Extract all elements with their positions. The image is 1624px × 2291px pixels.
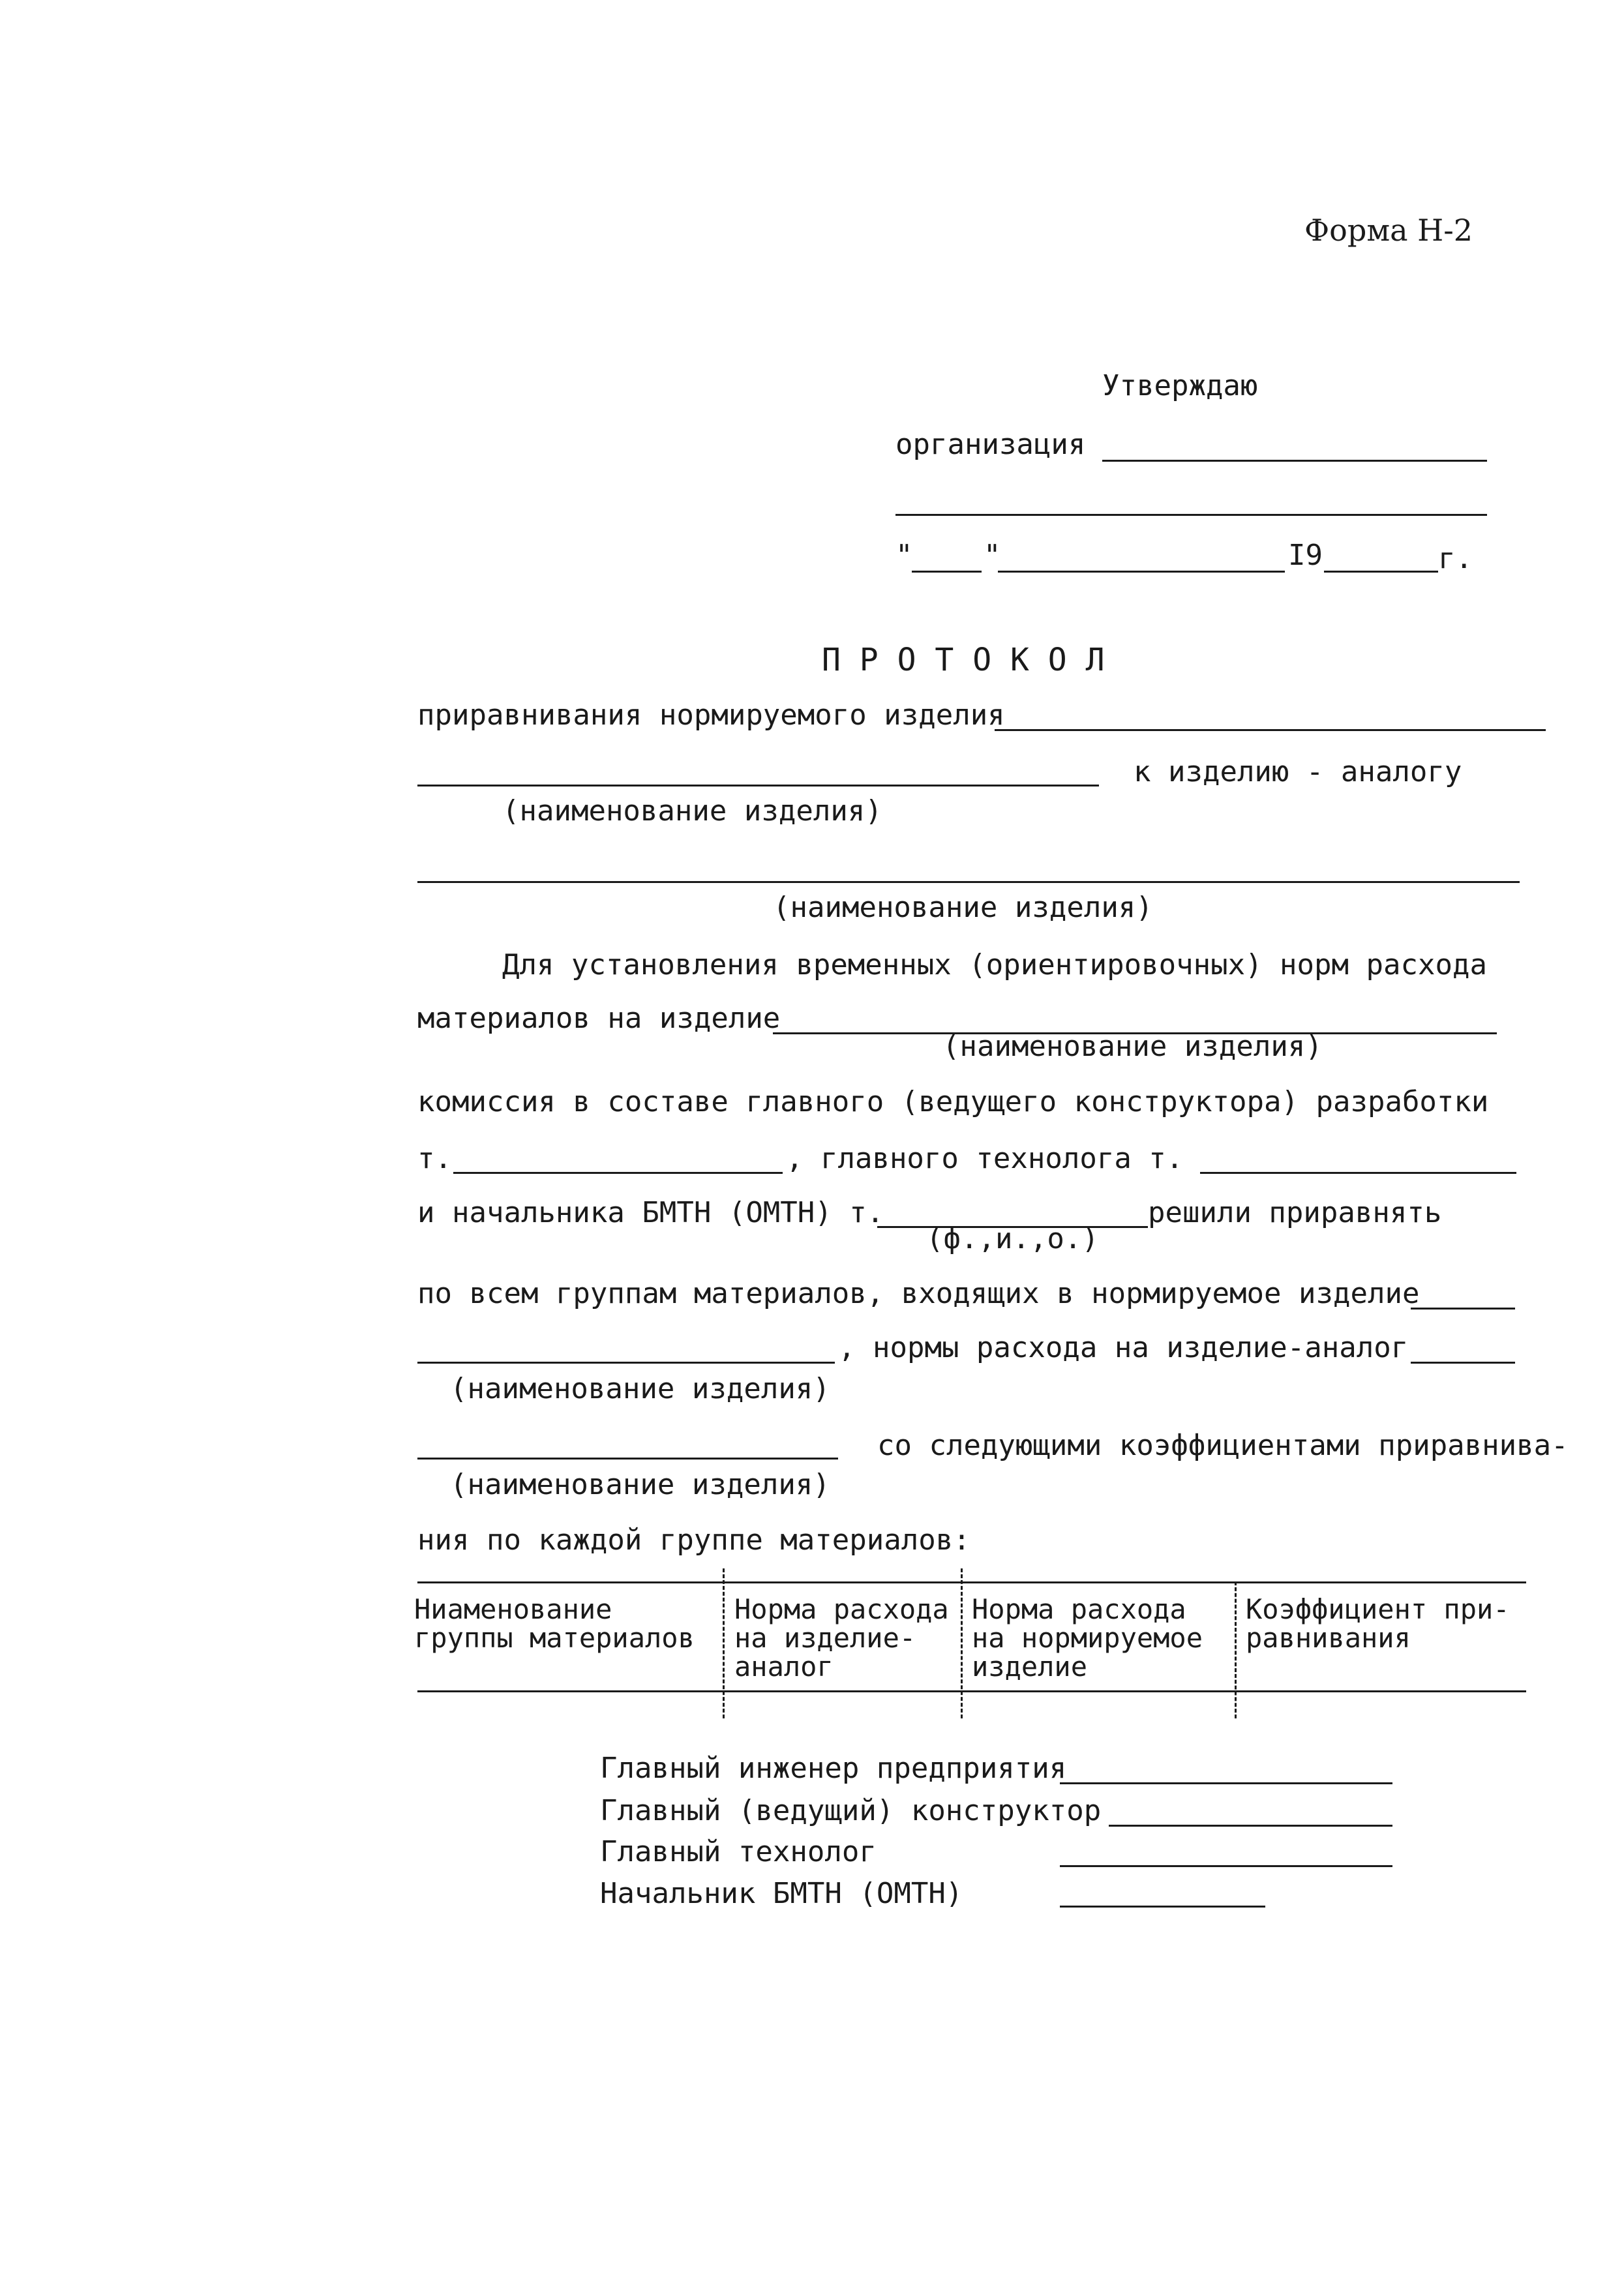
body-line-2-right: к изделию - аналогу xyxy=(1134,755,1462,788)
caption-product-name-4: (наименование изделия) xyxy=(450,1372,830,1405)
product-name-line-2[interactable] xyxy=(417,785,1099,786)
table-column-separator xyxy=(1235,1581,1237,1718)
table-header-group: Ниаменование группы материалов xyxy=(414,1593,695,1654)
organization-line-2[interactable] xyxy=(895,514,1487,516)
normed-product-line-2[interactable] xyxy=(417,1362,835,1364)
date-year-prefix: I9 xyxy=(1288,539,1323,572)
technologist-label: , главного технолога т. xyxy=(786,1142,1184,1175)
form-label: Форма Н-2 xyxy=(1304,213,1473,248)
normed-product-line[interactable] xyxy=(1411,1308,1515,1310)
table-header-analog-norm: Норма расхода на изделие- аналог xyxy=(734,1593,949,1683)
analog-product-line-2[interactable] xyxy=(417,1458,838,1460)
page-title: П Р О Т О К О Л xyxy=(822,642,1105,678)
date-year-line[interactable] xyxy=(1324,571,1438,573)
fio-caption: (ф.,и.,о.) xyxy=(926,1222,1099,1255)
signature-designer-label: Главный (ведущий) конструктор xyxy=(600,1794,1102,1827)
product-name-line-1[interactable] xyxy=(995,729,1546,731)
date-day-line[interactable] xyxy=(912,571,982,573)
signature-technologist-label: Главный технолог xyxy=(600,1835,877,1868)
signature-chief-engineer-line[interactable] xyxy=(1060,1782,1392,1784)
groups-line: по всем группам материалов, входящих в нормируемое изделие xyxy=(417,1277,1420,1310)
commission-line: комиссия в составе главного (ведущего конструктора) разработки xyxy=(417,1085,1489,1118)
date-quote-close: " xyxy=(984,539,1001,572)
caption-product-name-3: (наименование изделия) xyxy=(942,1030,1323,1063)
chief-label: и начальника БМТН (ОМТН) т. xyxy=(417,1196,884,1229)
signature-chief-bmtn-label: Начальник БМТН (ОМТН) xyxy=(600,1877,963,1910)
signature-chief-engineer-label: Главный инженер предприятия xyxy=(600,1752,1067,1785)
caption-product-name-2: (наименование изделия) xyxy=(773,891,1153,924)
caption-product-name-5: (наименование изделия) xyxy=(450,1468,830,1501)
technologist-name-line[interactable] xyxy=(1200,1172,1516,1174)
analog-name-line[interactable] xyxy=(417,881,1520,883)
organization-label: организация xyxy=(895,428,1086,461)
paragraph-intro: Для установления временных (ориентировочных) норм расхода xyxy=(502,948,1487,981)
table-top-border xyxy=(417,1581,1526,1583)
organization-line[interactable] xyxy=(1102,460,1487,462)
signature-chief-bmtn-line[interactable] xyxy=(1060,1906,1265,1908)
materials-label: материалов на изделие xyxy=(417,1002,781,1035)
table-column-separator xyxy=(961,1568,963,1718)
coefficients-line: со следующими коэффициентами приравнива- xyxy=(877,1429,1569,1462)
date-month-line[interactable] xyxy=(998,571,1285,573)
decided-label: решили приравнять xyxy=(1148,1196,1442,1229)
table-header-normed-norm: Норма расхода на нормируемое изделие xyxy=(972,1593,1203,1683)
norms-line: , нормы расхода на изделие-аналог xyxy=(838,1331,1409,1364)
date-year-suffix: г. xyxy=(1438,542,1473,575)
signature-technologist-line[interactable] xyxy=(1060,1865,1392,1867)
body-line-1: приравнивания нормируемого изделия xyxy=(417,698,1005,732)
t-prefix: т. xyxy=(417,1142,452,1175)
approval-title: Утверждаю xyxy=(1102,369,1258,402)
groups-intro-line: ния по каждой группе материалов: xyxy=(417,1523,970,1557)
signature-designer-line[interactable] xyxy=(1109,1825,1392,1827)
date-quote-open: " xyxy=(895,539,913,572)
designer-name-line[interactable] xyxy=(453,1172,783,1174)
table-column-separator xyxy=(723,1568,725,1718)
table-header-bottom-border xyxy=(417,1690,1526,1692)
table-header-coefficient: Коэффициент при- равнивания xyxy=(1246,1593,1510,1654)
caption-product-name-1: (наименование изделия) xyxy=(502,794,882,828)
analog-product-line[interactable] xyxy=(1411,1362,1515,1364)
